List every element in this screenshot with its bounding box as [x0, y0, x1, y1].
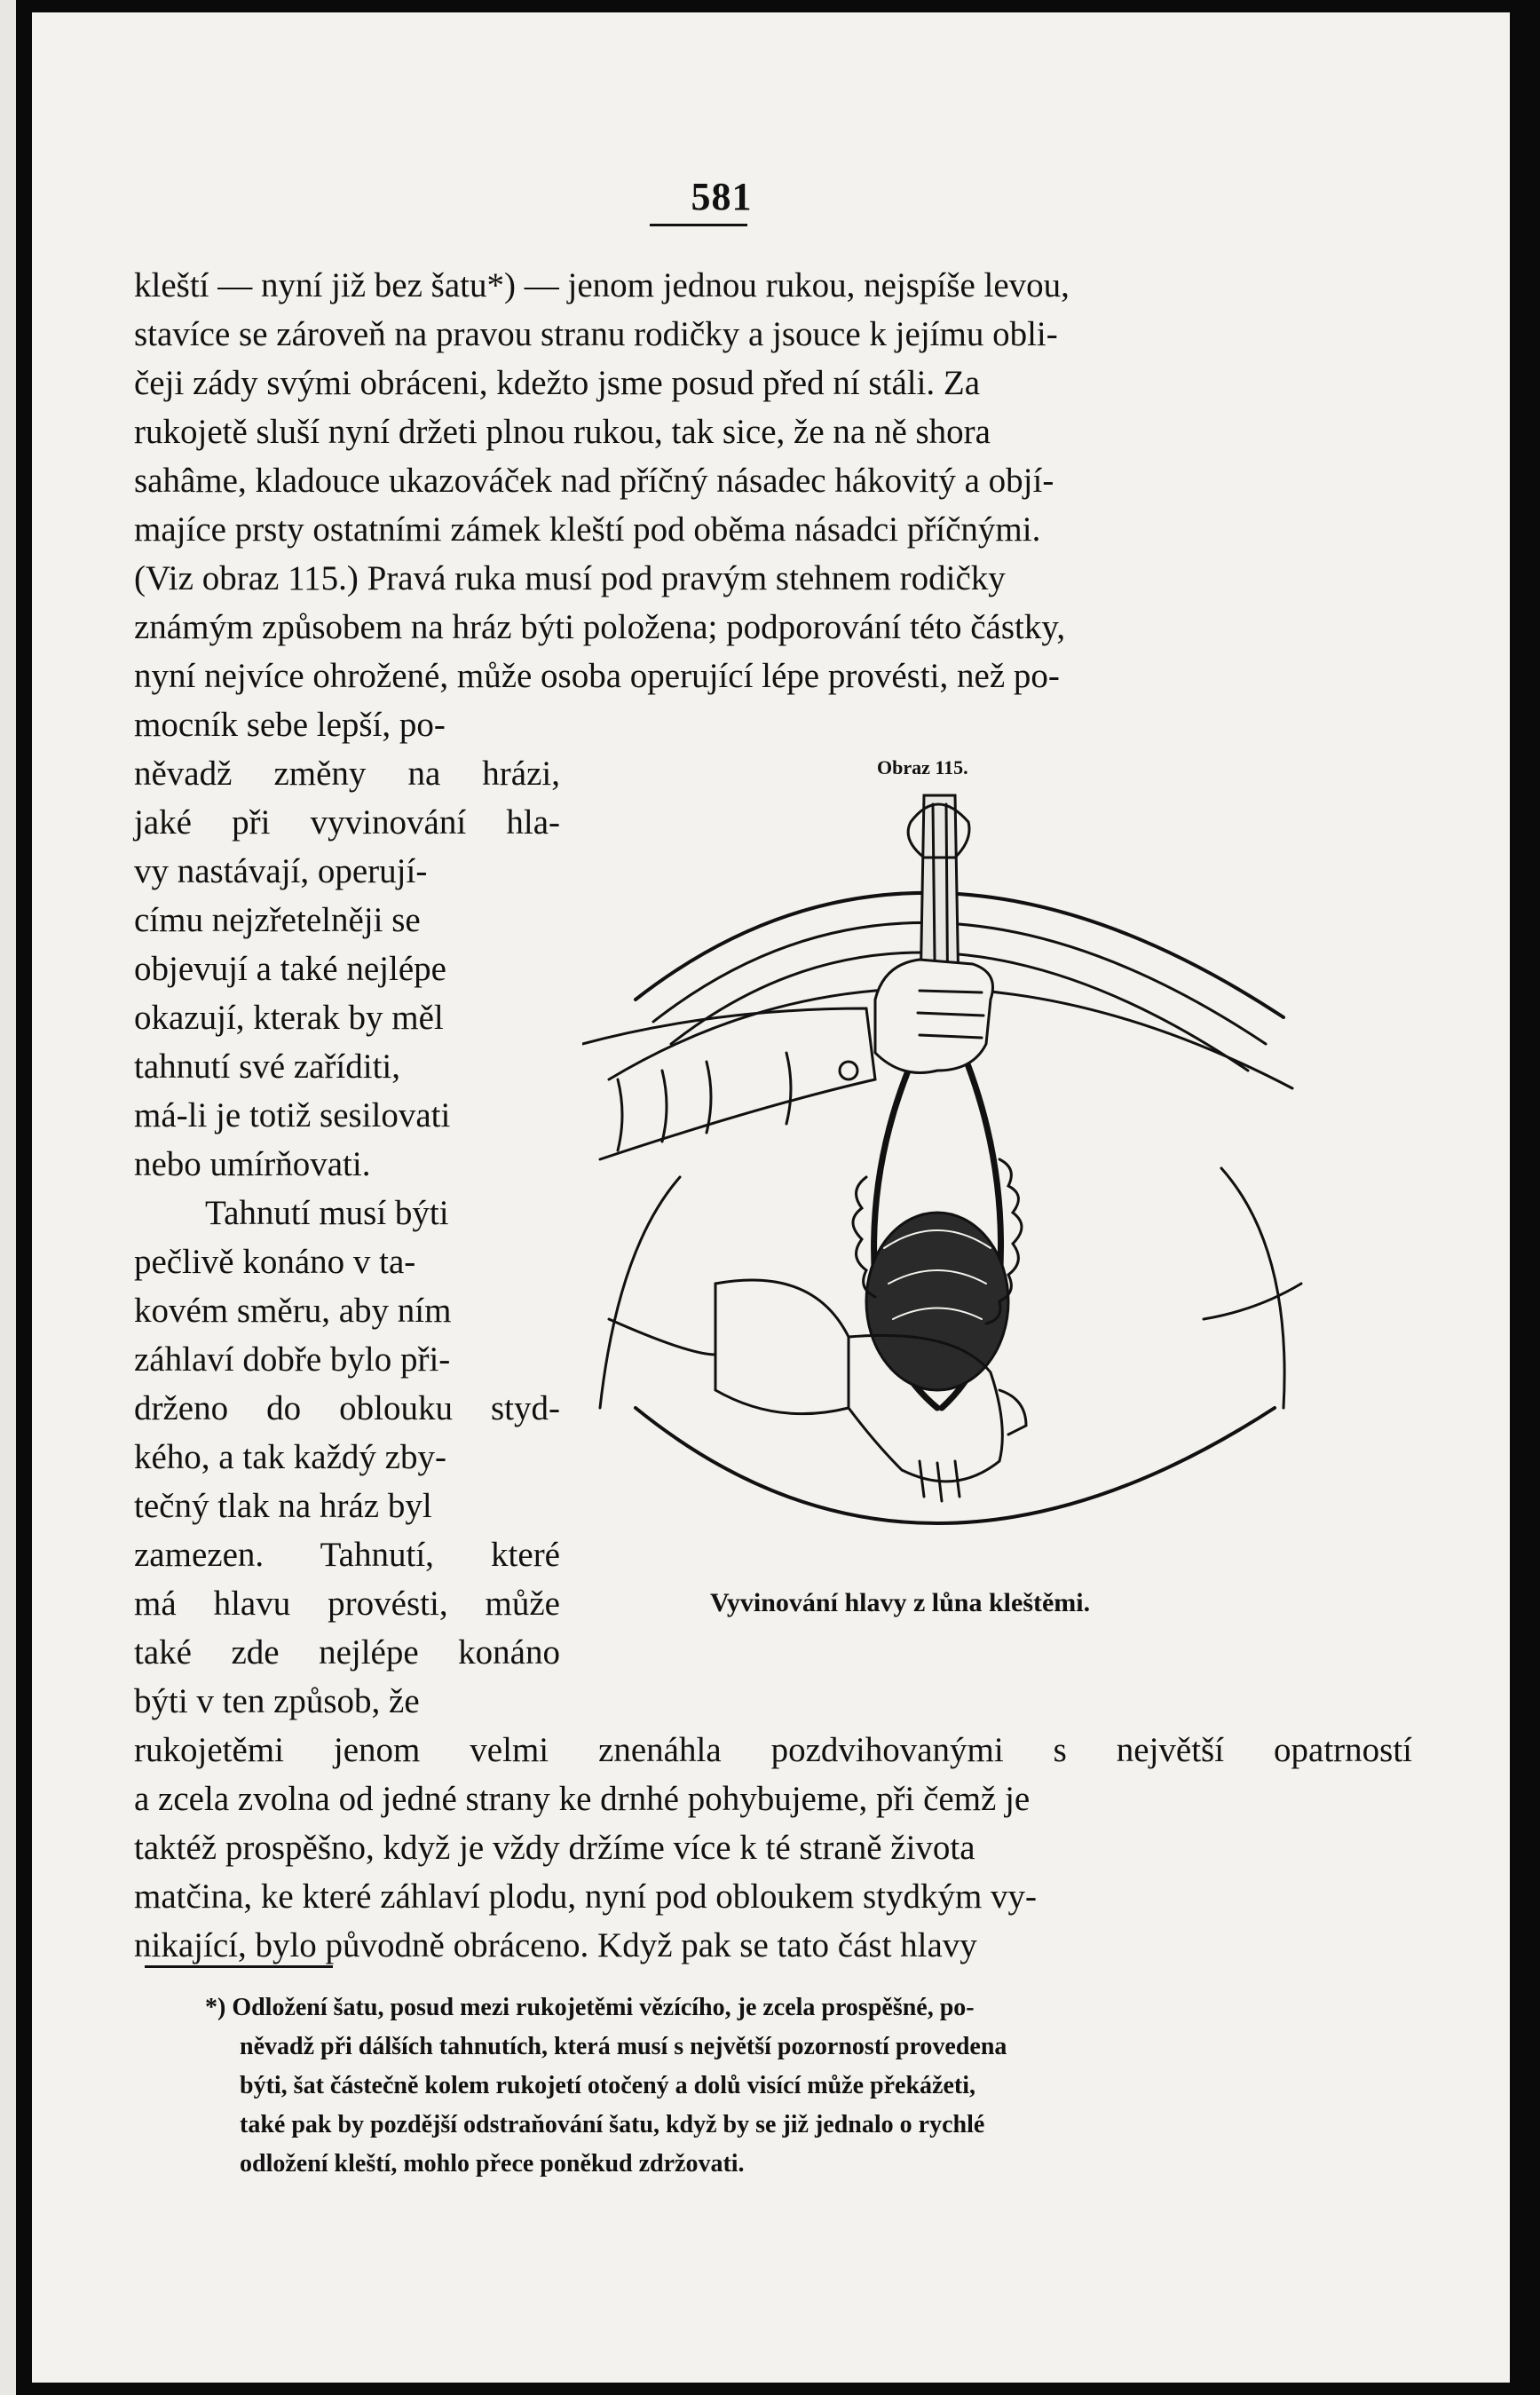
text-line: objevují a také nejlépe	[134, 950, 446, 988]
text-line: mocník sebe lepší, po-	[134, 706, 446, 744]
footnote-line: býti, šat částečně kolem rukojetí otočený a dolů visící může překážeti,	[240, 2072, 975, 2099]
text-line: rukojetěmi jenom velmi znenáhla pozdvihovanými s největší opatrností	[134, 1731, 1412, 1769]
text-line: pečlivě konáno v ta-	[134, 1243, 416, 1281]
text-line: kého, a tak každý zby-	[134, 1438, 446, 1476]
left-page-edge	[0, 0, 16, 2395]
footnote-line: také pak by pozdější odstraňování šatu, když by se již jednalo o rychlé	[240, 2111, 985, 2138]
text-line: také zde nejlépe konáno	[134, 1633, 560, 1672]
text-line: stavíce se zároveň na pravou stranu rodičky a jsouce k jejímu obli-	[134, 315, 1058, 353]
text-line: drženo do oblouku styd-	[134, 1389, 560, 1427]
footnote-divider	[145, 1965, 333, 1968]
text-line: Tahnutí musí býti	[205, 1194, 449, 1232]
text-line: má-li je totiž sesilovati	[134, 1096, 451, 1134]
figure-caption: Vyvinování hlavy z lůna kleštěmi.	[710, 1588, 1091, 1617]
text-line: okazují, kterak by měl	[134, 999, 444, 1037]
text-line: taktéž prospěšno, když je vždy držíme více k té straně života	[134, 1829, 975, 1867]
text-line: kleští — nyní již bez šatu*) — jenom jednou rukou, nejspíše levou,	[134, 266, 1070, 304]
text-line: a zcela zvolna od jedné strany ke drnhé pohybujeme, při čemž je	[134, 1780, 1031, 1818]
text-line: záhlaví dobře bylo při-	[134, 1340, 451, 1379]
footnote-line: *) Odložení šatu, posud mezi rukojetěmi vězícího, je zcela prospěšné, po-	[205, 1994, 975, 2021]
text-line: kovém směru, aby ním	[134, 1292, 452, 1330]
text-line: jaké při vyvinování hla-	[134, 803, 560, 842]
text-line: tahnutí své zaříditi,	[134, 1047, 401, 1086]
footnote-line: odložení kleští, mohlo přece poněkud zdržovati.	[240, 2150, 745, 2178]
footnote-line: něvadž při dálších tahnutích, která musí s největší pozorností provedena	[240, 2033, 1007, 2060]
text-line: nikající, bylo původně obráceno. Když pak se tato část hlavy	[134, 1926, 977, 1964]
text-line: rukojetě sluší nyní držeti plnou rukou, tak sice, že na ně shora	[134, 413, 991, 451]
text-line: nebo umírňovati.	[134, 1145, 371, 1183]
page-number-underline	[650, 224, 747, 226]
text-line: býti v ten způsob, že	[134, 1682, 420, 1720]
text-line: zamezen. Tahnutí, které	[134, 1536, 560, 1574]
text-line: majíce prsty ostatními zámek kleští pod oběma násadci příčnými.	[134, 510, 1041, 549]
text-line: čeji zády svými obráceni, kdežto jsme posud před ní stáli. Za	[134, 364, 981, 402]
text-line: vy nastávají, operují-	[134, 852, 428, 890]
page-number: 581	[691, 175, 753, 218]
text-line: tečný tlak na hráz byl	[134, 1487, 432, 1525]
text-line: matčina, ke které záhlaví plodu, nyní pod obloukem stydkým vy-	[134, 1877, 1038, 1916]
text-line: něvadž změny na hrázi,	[134, 755, 560, 793]
text-line: nyní nejvíce ohrožené, může osoba operující lépe provésti, než po-	[134, 657, 1060, 695]
figure-label: Obraz 115.	[877, 756, 968, 779]
text-line: sahâme, kladouce ukazováček nad příčný násadec hákovitý a objí-	[134, 462, 1054, 500]
forceps-delivery-illustration	[582, 786, 1310, 1559]
book-page	[32, 12, 1510, 2383]
text-line: má hlavu provésti, může	[134, 1585, 560, 1623]
text-line: (Viz obraz 115.) Pravá ruka musí pod pravým stehnem rodičky	[134, 559, 1006, 597]
text-line: címu nejzřetelněji se	[134, 901, 421, 939]
text-line: známým způsobem na hráz býti položena; podporování této částky,	[134, 608, 1066, 646]
